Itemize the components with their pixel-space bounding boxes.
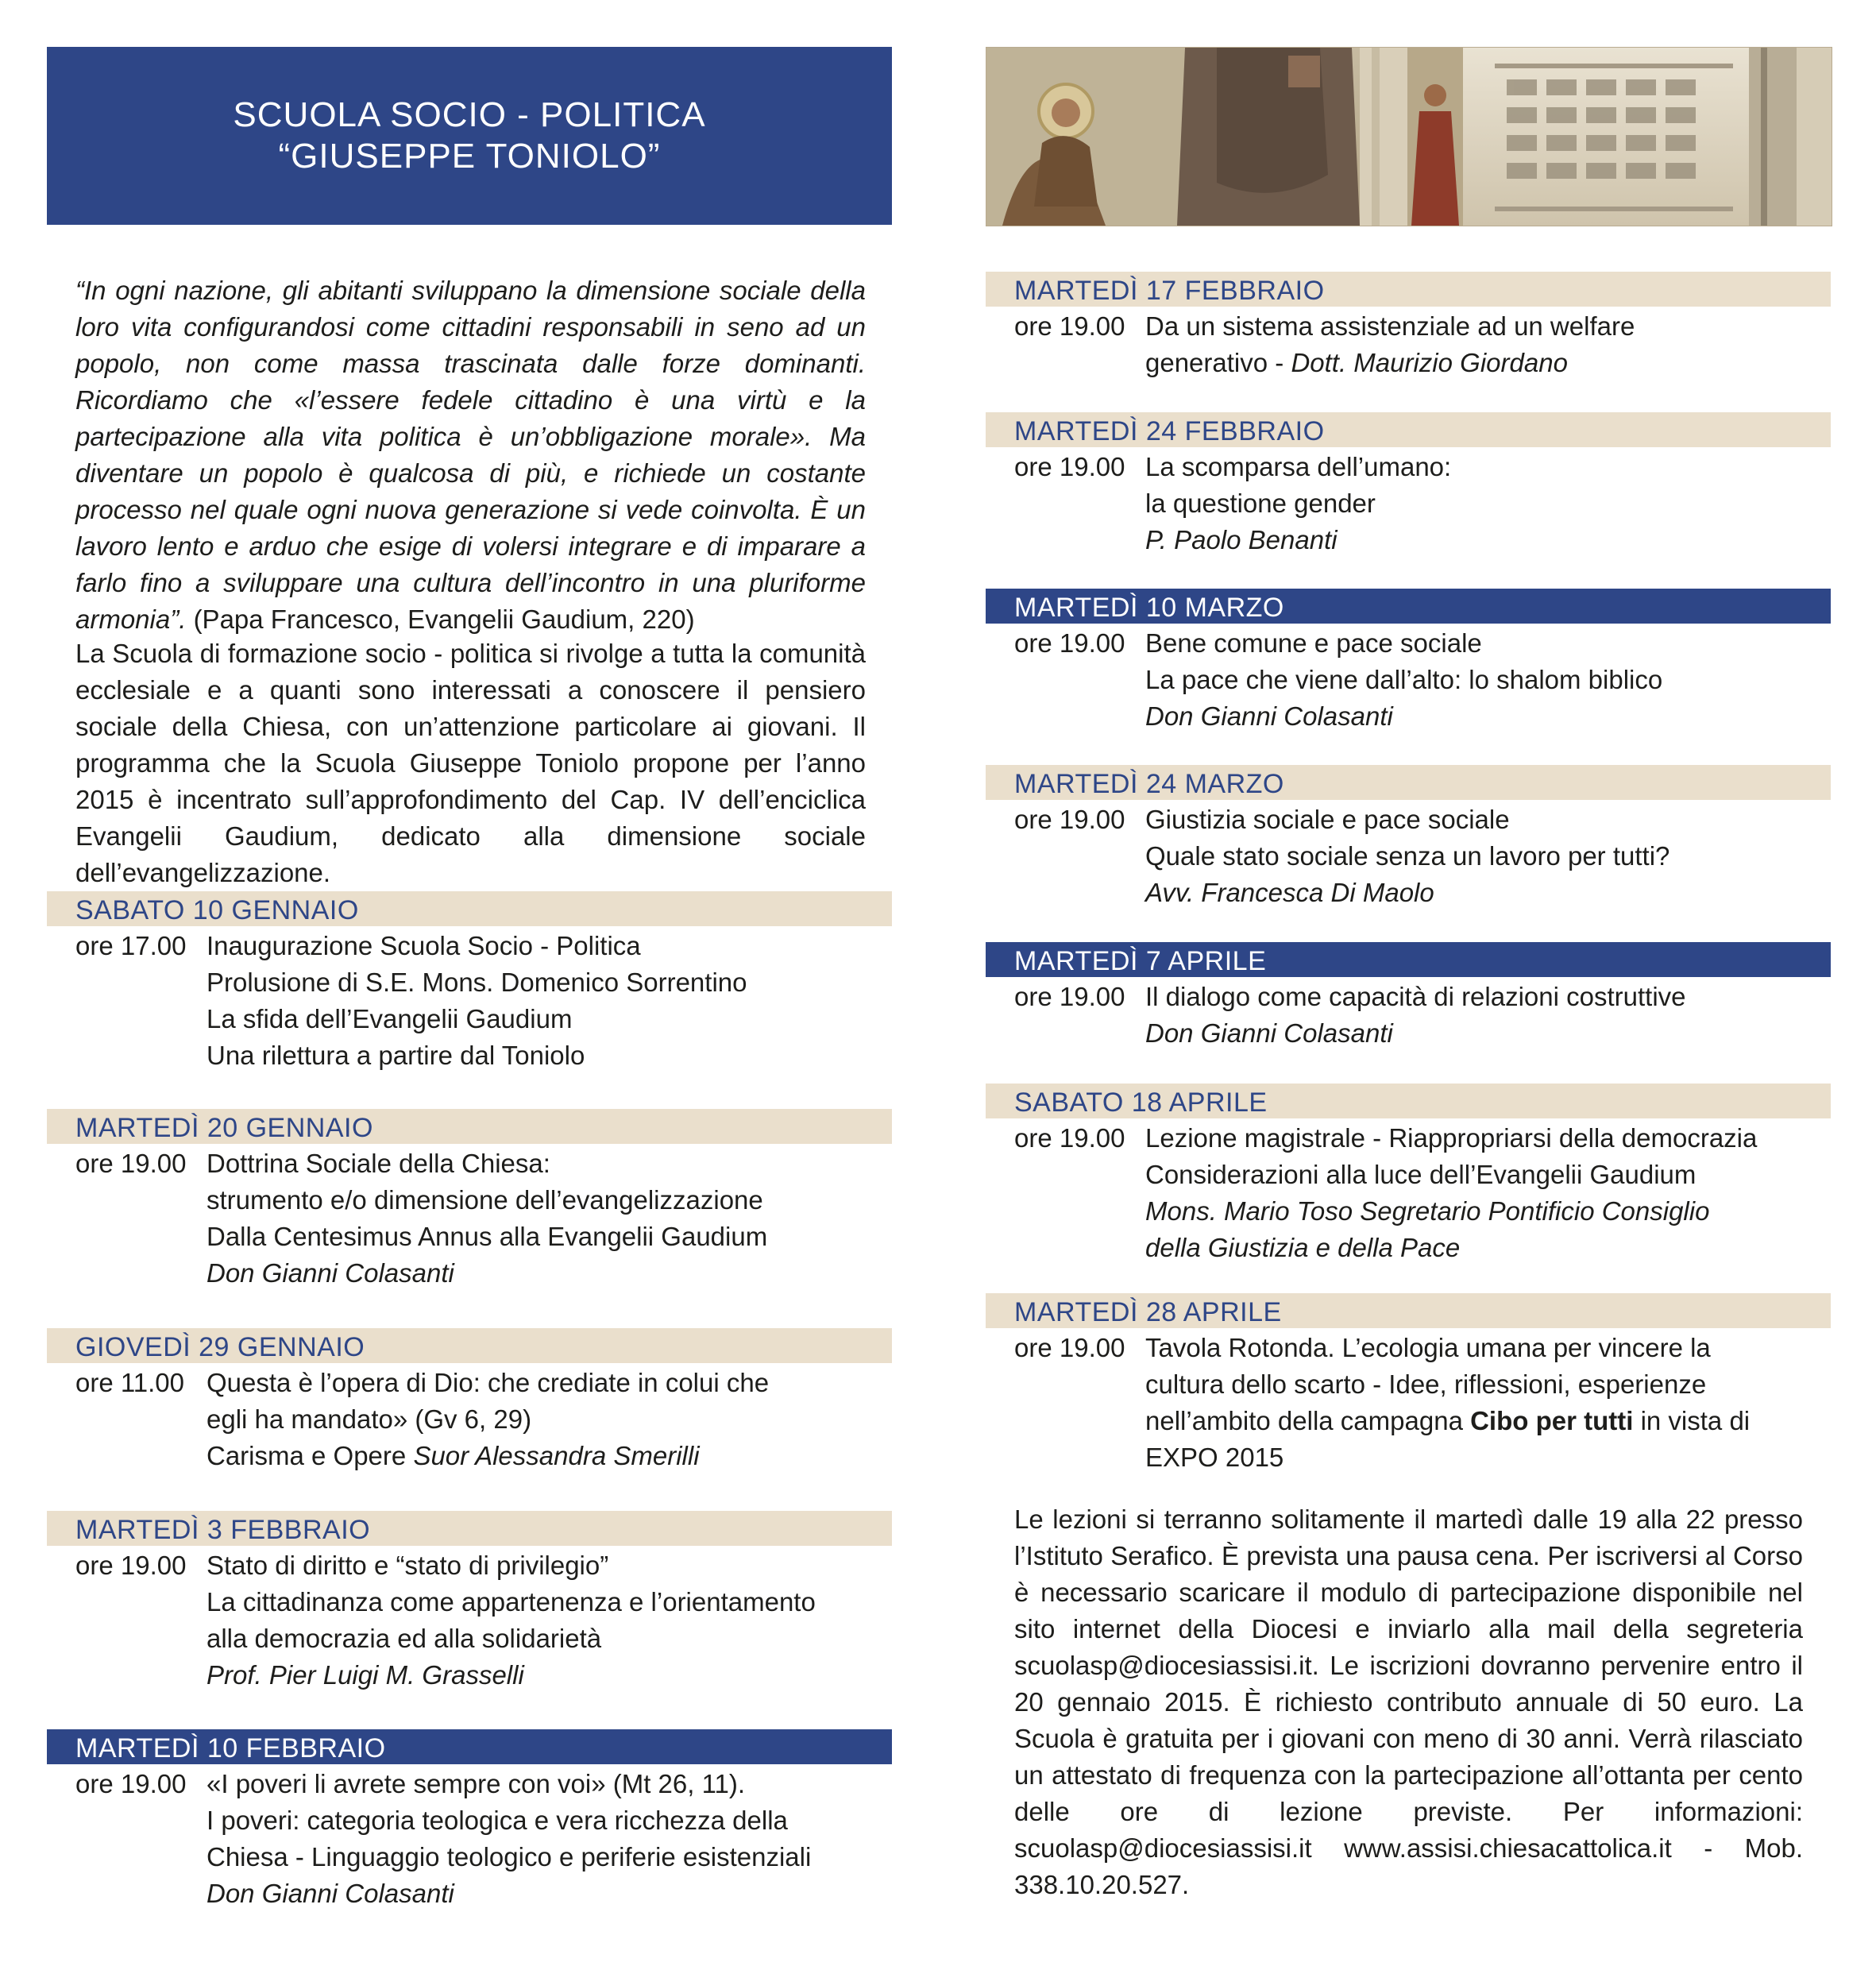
event-date: SABATO 18 APRILE bbox=[986, 1084, 1831, 1118]
event-speaker: Prof. Pier Luigi M. Grasselli bbox=[207, 1660, 524, 1690]
event-line: EXPO 2015 bbox=[1145, 1443, 1284, 1472]
event-speaker: Don Gianni Colasanti bbox=[207, 1258, 454, 1288]
event-date: MARTEDÌ 24 MARZO bbox=[986, 765, 1831, 800]
event-time: ore 17.00 bbox=[75, 931, 187, 960]
event-date: MARTEDÌ 28 APRILE bbox=[986, 1293, 1831, 1328]
event-line-with-speaker bbox=[1145, 345, 1831, 381]
event-martedi-17-febbraio bbox=[986, 272, 1831, 381]
event-martedi-20-gennaio bbox=[47, 1109, 892, 1292]
event-line: Dalla Centesimus Annus alla Evangelii Gaudium bbox=[207, 1222, 768, 1251]
event-date: MARTEDÌ 3 FEBBRAIO bbox=[47, 1511, 892, 1546]
event-line: Lezione magistrale - Riappropriarsi della democrazia bbox=[1145, 1123, 1758, 1153]
event-line: Prolusione di S.E. Mons. Domenico Sorrentino bbox=[207, 968, 747, 997]
event-martedi-28-aprile bbox=[986, 1293, 1831, 1476]
event-line: La sfida dell’Evangelii Gaudium bbox=[207, 1004, 573, 1033]
event-date: GIOVEDÌ 29 GENNAIO bbox=[47, 1328, 892, 1363]
event-line: la questione gender bbox=[1145, 489, 1376, 518]
event-speaker: Don Gianni Colasanti bbox=[1145, 1018, 1393, 1048]
event-martedi-24-marzo bbox=[986, 765, 1831, 911]
event-martedi-24-febbraio bbox=[986, 412, 1831, 558]
event-sabato-18-aprile bbox=[986, 1084, 1831, 1266]
event-line: Tavola Rotonda. L’ecologia umana per vincere la bbox=[1145, 1333, 1711, 1362]
event-date: MARTEDÌ 20 GENNAIO bbox=[47, 1109, 892, 1144]
event-time: ore 11.00 bbox=[75, 1368, 184, 1397]
event-martedi-7-aprile bbox=[986, 942, 1831, 1052]
event-text: nell’ambito della campagna bbox=[1145, 1406, 1463, 1435]
title-box bbox=[47, 47, 892, 225]
event-speaker: Dott. Maurizio Giordano bbox=[1291, 348, 1568, 377]
quote-paragraph bbox=[75, 272, 866, 638]
title-line-2: “GIUSEPPE TONIOLO” bbox=[278, 137, 661, 176]
event-line: egli ha mandato» (Gv 6, 29) bbox=[207, 1404, 532, 1434]
event-time: ore 19.00 bbox=[75, 1551, 187, 1580]
event-time: ore 19.00 bbox=[1014, 311, 1125, 341]
event-line: Una rilettura a partire dal Toniolo bbox=[207, 1041, 585, 1070]
event-line: Quale stato sociale senza un lavoro per tutti? bbox=[1145, 841, 1670, 871]
event-speaker: Don Gianni Colasanti bbox=[1145, 701, 1393, 731]
event-line: «I poveri li avrete sempre con voi» (Mt 26, 11). bbox=[207, 1769, 746, 1798]
event-martedi-10-marzo bbox=[986, 589, 1831, 735]
fresco-image bbox=[986, 47, 1832, 226]
event-line: I poveri: categoria teologica e vera ricchezza della bbox=[207, 1806, 788, 1835]
event-speaker: Mons. Mario Toso Segretario Pontificio Consiglio bbox=[1145, 1196, 1710, 1226]
event-line: Chiesa - Linguaggio teologico e periferie esistenziali bbox=[207, 1842, 812, 1872]
event-date: MARTEDÌ 10 FEBBRAIO bbox=[47, 1729, 892, 1764]
event-speaker: Don Gianni Colasanti bbox=[207, 1879, 454, 1908]
event-time: ore 19.00 bbox=[75, 1769, 187, 1798]
event-speaker-line2: della Giustizia e della Pace bbox=[1145, 1233, 1461, 1262]
quote-text: “In ogni nazione, gli abitanti sviluppano la dimensione sociale della loro vita configurandosi come cittadini responsabili in seno ad un popolo, non come massa trascinata dalle forze dominanti. Ricordiamo che «l’essere fedele cittadino è una virtù e la partecipazione alla vita politica è un’obbligazione morale». Ma diventare un popolo è qualcosa di più, e richiede un costante processo nel quale ogni nuova generazione si vede coinvolta. È un lavoro lento e arduo che esige di volersi integrare e di imparare a farlo fino a sviluppare una cultura dell’incontro in una pluriforme armonia”. bbox=[75, 276, 866, 634]
event-line: Questa è l’opera di Dio: che crediate in colui che bbox=[207, 1368, 770, 1397]
event-line: Da un sistema assistenziale ad un welfare bbox=[1145, 311, 1635, 341]
event-line: cultura dello scarto - Idee, riflessioni, esperienze bbox=[1145, 1369, 1707, 1399]
event-time: ore 19.00 bbox=[1014, 452, 1125, 481]
event-extra: Carisma e Opere bbox=[207, 1441, 407, 1470]
event-line-mixed bbox=[1145, 1403, 1831, 1439]
event-date: MARTEDÌ 24 FEBBRAIO bbox=[986, 412, 1831, 447]
intro-paragraph: La Scuola di formazione socio - politica si rivolge a tutta la comunità ecclesiale e a quanti sono interessati a conoscere il pensiero sociale della Chiesa, con un’attenzione particolare ai giovani. Il programma che la Scuola Giuseppe Toniolo propone per l’anno 2015 è incentrato sull’approfondimento del Cap. IV dell’enciclica Evangelii Gaudium, dedicato alla dimensione sociale dell’evangelizzazione. bbox=[75, 639, 866, 887]
event-speaker: Avv. Francesca Di Maolo bbox=[1145, 878, 1434, 907]
event-line-with-speaker bbox=[207, 1438, 892, 1474]
event-date: MARTEDÌ 17 FEBBRAIO bbox=[986, 272, 1831, 307]
footer-paragraph: Le lezioni si terranno solitamente il martedì dalle 19 alla 22 presso l’Istituto Serafico. È prevista una pausa cena. Per iscriversi al Corso è necessario scaricare il modulo di partecipazione disponibile nel sito internet della Diocesi e inviarlo alla mail della segreteria scuolasp@diocesiassisi.it. Le iscrizioni dovranno pervenire entro il 20 gennaio 2015. È richiesto contributo annuale di 50 euro. La Scuola è gratuita per i giovani con meno di 30 anni. Verrà rilasciato un attestato di frequenza con la partecipazione all’ottanta per cento delle ore di lezione previste. Per informazioni: scuolasp@diocesiassisi.it www.assisi.chiesacattolica.it - Mob. 338.10.20.527. bbox=[1014, 1505, 1803, 1899]
event-date: MARTEDÌ 10 MARZO bbox=[986, 589, 1831, 624]
event-line: La scomparsa dell’umano: bbox=[1145, 452, 1452, 481]
event-giovedi-29-gennaio bbox=[47, 1328, 892, 1474]
event-date: SABATO 10 GENNAIO bbox=[47, 891, 892, 926]
event-line: La cittadinanza come appartenenza e l’orientamento bbox=[207, 1587, 816, 1617]
event-line: Il dialogo come capacità di relazioni costruttive bbox=[1145, 982, 1686, 1011]
event-martedi-10-febbraio bbox=[47, 1729, 892, 1912]
event-sabato-10-gennaio bbox=[47, 891, 892, 1074]
event-line: Dottrina Sociale della Chiesa: bbox=[207, 1149, 550, 1178]
event-line: Giustizia sociale e pace sociale bbox=[1145, 805, 1510, 834]
quote-source: (Papa Francesco, Evangelii Gaudium, 220) bbox=[193, 605, 695, 634]
event-time: ore 19.00 bbox=[1014, 805, 1125, 834]
event-line: strumento e/o dimensione dell’evangelizzazione bbox=[207, 1185, 763, 1215]
event-date: MARTEDÌ 7 APRILE bbox=[986, 942, 1831, 977]
event-time: ore 19.00 bbox=[1014, 1123, 1125, 1153]
event-martedi-3-febbraio bbox=[47, 1511, 892, 1694]
event-speaker: Suor Alessandra Smerilli bbox=[413, 1441, 700, 1470]
event-text: in vista di bbox=[1640, 1406, 1751, 1435]
event-line: Stato di diritto e “stato di privilegio” bbox=[207, 1551, 609, 1580]
event-speaker: P. Paolo Benanti bbox=[1145, 525, 1338, 554]
event-time: ore 19.00 bbox=[1014, 982, 1125, 1011]
event-time: ore 19.00 bbox=[1014, 1333, 1125, 1362]
event-time: ore 19.00 bbox=[1014, 628, 1125, 658]
event-line: alla democrazia ed alla solidarietà bbox=[207, 1624, 602, 1653]
event-line: Bene comune e pace sociale bbox=[1145, 628, 1482, 658]
event-extra: generativo - bbox=[1145, 348, 1284, 377]
event-time: ore 19.00 bbox=[75, 1149, 187, 1178]
event-line: Inaugurazione Scuola Socio - Politica bbox=[207, 931, 641, 960]
event-line: La pace che viene dall’alto: lo shalom biblico bbox=[1145, 665, 1663, 694]
campaign-name: Cibo per tutti bbox=[1470, 1406, 1634, 1435]
event-line: Considerazioni alla luce dell’Evangelii Gaudium bbox=[1145, 1160, 1697, 1189]
title-line-1: SCUOLA SOCIO - POLITICA bbox=[233, 95, 706, 134]
